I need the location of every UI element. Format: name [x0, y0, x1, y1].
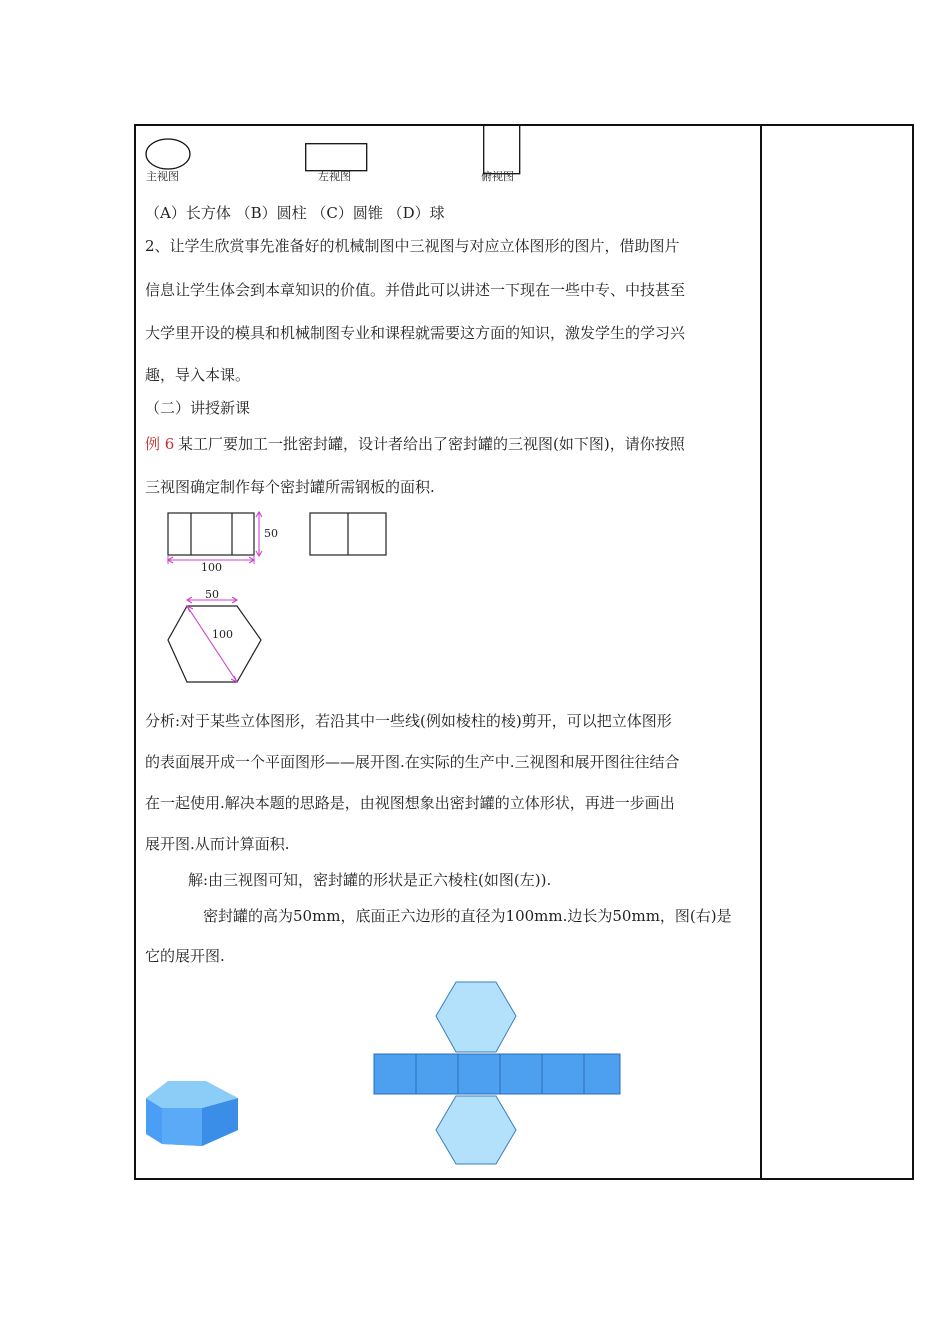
front-view-drawing: [160, 508, 290, 578]
front-view-label: 主视图: [146, 170, 179, 183]
solution-line2: 密封罐的高为50mm，底面正六边形的直径为100mm.边长为50mm，图(右)是: [203, 907, 732, 925]
section-title: （二）讲授新课: [145, 399, 251, 417]
solution-line3: 它的展开图.: [145, 947, 225, 965]
example-line1: 某工厂要加工一批密封罐，设计者给出了密封罐的三视图(如下图)，请你按照: [178, 435, 685, 453]
prism-net: [372, 982, 622, 1168]
example-tag: 例 6: [145, 435, 175, 453]
analysis-line1: 分析:对于某些立体图形，若沿其中一些线(例如棱柱的棱)剪开，可以把立体图形: [145, 712, 672, 730]
left-view-label: 左视图: [318, 170, 351, 183]
item2-line4: 趣，导入本课。: [145, 366, 251, 384]
analysis-line2: 的表面展开成一个平面图形——展开图.在实际的生产中.三视图和展开图往往结合: [145, 753, 680, 771]
front-view-ellipse: [145, 138, 193, 170]
hex-diag-label: 100: [212, 628, 233, 641]
item2-line3: 大学里开设的模具和机械制图专业和课程就需要这方面的知识，激发学生的学习兴: [145, 324, 686, 342]
hex-side-label: 50: [205, 588, 219, 601]
left-view-rect: [305, 143, 369, 173]
dim-width-label: 100: [201, 561, 222, 574]
options-line: （A）长方体 （B）圆柱 （C）圆锥 （D）球: [145, 204, 445, 222]
solution-line1: 解:由三视图可知，密封罐的形状是正六棱柱(如图(左)).: [188, 871, 552, 889]
top-view-rect: [483, 124, 523, 176]
item2-line2: 信息让学生体会到本章知识的价值。并借此可以讲述一下现在一些中专、中技甚至: [145, 281, 686, 299]
hexagonal-prism-3d: [142, 1078, 242, 1150]
side-view-drawing: [309, 512, 389, 558]
analysis-line4: 展开图.从而计算面积.: [145, 835, 290, 853]
analysis-line3: 在一起使用.解决本题的思路是，由视图想象出密封罐的立体形状，再进一步画出: [145, 794, 675, 812]
dim-height-label: 50: [264, 527, 278, 540]
item2-line1: 2、让学生欣赏事先准备好的机械制图中三视图与对应立体图形的图片，借助图片: [145, 237, 680, 255]
column-divider: [760, 124, 762, 1180]
top-view-label: 俯视图: [481, 170, 514, 183]
example-line2: 三视图确定制作每个密封罐所需钢板的面积.: [145, 478, 435, 496]
